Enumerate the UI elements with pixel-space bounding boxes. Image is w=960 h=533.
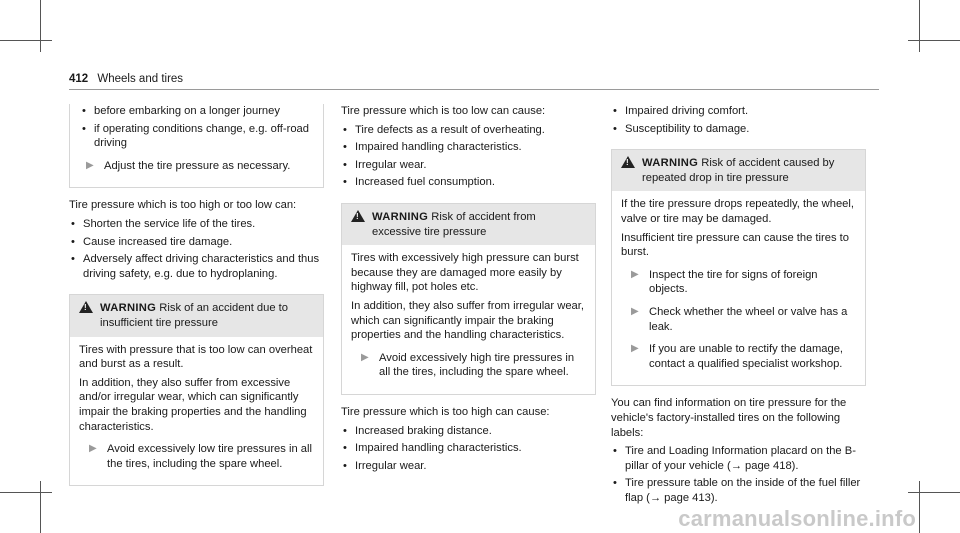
watermark: carmanualsonline.info [678,506,916,532]
arrow-icon: ▶ [89,443,97,455]
bullet-list [69,217,324,281]
warning-body [70,337,323,486]
crop-mark [0,492,52,493]
warning-box [611,149,866,386]
header-rule [69,89,879,90]
arrow-icon: ▶ [631,343,639,355]
page-header [69,72,183,87]
list-item: • Tire pressure table on the inside of the fuel filler flap (→ page 413). [611,476,866,505]
arrow-icon: ▶ [86,159,94,171]
column-2 [341,104,596,476]
instruction-step [76,159,317,174]
bullet-list [341,123,596,190]
paragraph: Tire pressure which is too high or too low can: [69,199,297,212]
list-item: • Irregular wear. [341,459,596,474]
column-3 [611,104,866,508]
paragraph: If the tire pressure drops repeatedly, the wheel, valve or tire may be damaged. [621,198,854,225]
list-item: • Impaired handling characteristics. [341,140,596,155]
crop-mark [908,40,960,41]
list-item: • Increased fuel consumption. [341,175,596,190]
list-item: • Impaired driving comfort. [611,104,866,119]
warning-body [612,191,865,385]
warning-box [341,203,596,395]
list-item: • before embarking on a longer journey [80,104,317,119]
step-text: Avoid excessively low tire pressures in all the tires, including the spare wheel. [107,443,312,470]
list-item: • Cause increased tire damage. [69,235,324,250]
warning-title: Risk of accident from excessive tire pressure [372,210,536,238]
list-item: • Susceptibility to damage. [611,122,866,137]
paragraph: In addition, they also suffer from excessive and/or irregular wear, which can significantly impair the braking properties and the handling characteristics. [79,376,307,433]
intro-box [69,104,324,188]
warning-header [342,204,595,245]
instruction-step [621,305,856,334]
paragraph: You can find information on tire pressure for the vehicle's factory-installed tires on the following labels: [611,397,847,439]
warning-body [342,245,595,394]
paragraph: Tire pressure which is too low can cause: [341,105,546,117]
arrow-icon: ▶ [361,351,369,363]
crop-mark [40,0,41,52]
step-text: If you are unable to rectify the damage, contact a qualified specialist workshop. [649,343,844,370]
list-item: • Irregular wear. [341,158,596,173]
paragraph: Tires with pressure that is too low can overheat and burst as a result. [79,343,313,371]
instruction-step [621,342,856,371]
warning-label: WARNING [372,210,429,223]
section-title: Wheels and tires [97,73,184,85]
step-text: Avoid excessively high tire pressures in all the tires, including the spare wheel. [379,351,575,379]
bullet-list [611,104,866,136]
crop-mark [919,0,920,52]
bullet-list [341,424,596,474]
step-text: Inspect the tire for signs of foreign objects. [649,268,818,296]
warning-triangle-icon: ! [621,156,635,168]
paragraph: Tires with excessively high pressure can burst because they are damaged more easily by highway fill, pot holes etc. [351,252,579,294]
warning-label: WARNING [100,302,157,315]
bullet-list [611,444,866,505]
paragraph: In addition, they also suffer from irregular wear, which can significantly impair the braking properties and the handling characteristics. [351,299,584,342]
crop-mark [40,481,41,533]
page-number: 412 [69,73,89,85]
column-1 [69,104,324,486]
list-item: • Increased braking distance. [341,424,596,439]
step-text: Check whether the wheel or valve has a leak. [649,305,848,333]
list-item: • Adversely affect driving characteristics and thus driving safety, e.g. due to hydroplaning. [69,252,324,281]
list-item: • Tire defects as a result of overheating. [341,123,596,138]
crop-mark [919,481,920,533]
instruction-step [621,268,856,297]
crop-mark [908,492,960,493]
warning-title: Risk of an accident due to insufficient tire pressure [100,302,289,329]
list-item: • Impaired handling characteristics. [341,441,596,456]
warning-header [612,150,865,191]
warning-triangle-icon: ! [79,301,93,313]
step-text: Adjust the tire pressure as necessary. [104,159,291,172]
warning-triangle-icon: ! [351,210,365,222]
warning-box [69,294,324,486]
paragraph: Tire pressure which is too high can cause: [341,405,550,418]
list-item: • if operating conditions change, e.g. off-road driving [80,122,317,151]
bullet-list [76,104,317,151]
arrow-icon: ▶ [631,305,639,317]
instruction-step [351,351,586,380]
instruction-step [79,442,314,471]
crop-mark [0,40,52,41]
list-item: • Shorten the service life of the tires. [69,217,324,232]
paragraph: Insufficient tire pressure can cause the tires to burst. [621,231,850,259]
warning-label: WARNING [642,157,699,170]
arrow-icon: ▶ [631,268,639,280]
warning-title: Risk of accident caused by repeated drop in tire pressure [642,157,835,184]
warning-header [70,295,323,336]
list-item: • Tire and Loading Information placard on the B-pillar of your vehicle (→ page 418). [611,444,866,473]
